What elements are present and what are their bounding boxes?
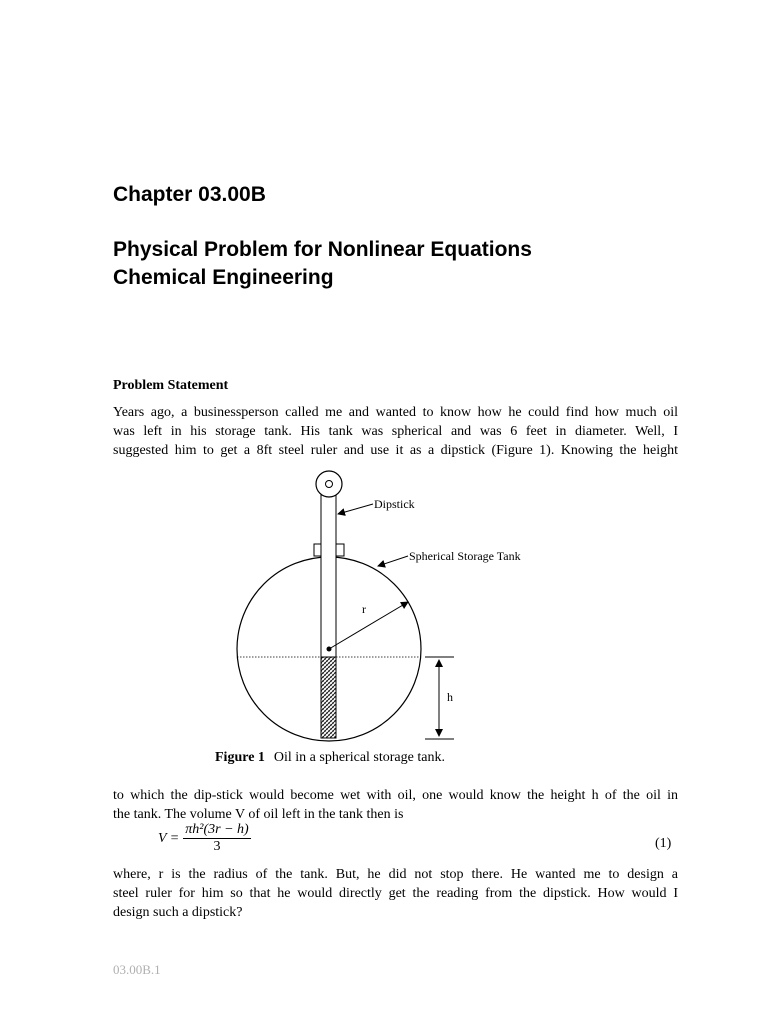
equation-numerator: πh²(3r − h) xyxy=(185,822,249,837)
paragraph-line: steel ruler for him so that he would directly get the reading from the dipstick. How would I xyxy=(113,886,678,901)
spherical-tank-diagram xyxy=(225,467,521,742)
paragraph-line: design such a dipstick? xyxy=(113,905,243,920)
dipstick-handle-hole xyxy=(326,481,333,488)
paragraph-intro xyxy=(113,403,678,460)
paragraph-line: to which the dip-stick would become wet with oil, one would know the height h of the oil in xyxy=(113,788,678,803)
height-label: h xyxy=(447,690,453,704)
chapter-heading: Chapter 03.00B xyxy=(113,183,266,206)
paragraph-line: where, r is the radius of the tank. But, he did not stop there. He wanted me to design a xyxy=(113,867,678,882)
paragraph-line: was left in his storage tank. His tank was spherical and was 6 feet in diameter. Well, I xyxy=(113,424,678,439)
paragraph-volume xyxy=(113,786,678,824)
paragraph-line: suggested him to get a 8ft steel ruler and use it as a dipstick (Figure 1). Knowing the height xyxy=(113,443,678,458)
tank-leader xyxy=(378,556,408,566)
title-line-2: Chemical Engineering xyxy=(113,266,334,289)
radius-label: r xyxy=(362,602,366,616)
figure-caption-label: Figure 1 xyxy=(215,750,265,765)
title-line-1: Physical Problem for Nonlinear Equations xyxy=(113,238,532,261)
volume-equation xyxy=(158,822,251,855)
dipstick-label: Dipstick xyxy=(374,497,415,511)
equation-lhs: V = xyxy=(158,830,180,846)
paragraph-line: Years ago, a businessperson called me and wanted to know how he could find how much oil xyxy=(113,405,678,420)
wet-dipstick-region xyxy=(321,657,336,738)
paragraph-line: the tank. The volume V of oil left in the tank then is xyxy=(113,807,404,822)
figure-caption xyxy=(215,750,445,766)
dipstick-leader xyxy=(338,504,373,514)
equation-number: (1) xyxy=(655,836,672,851)
paragraph-question xyxy=(113,865,678,922)
problem-statement-heading: Problem Statement xyxy=(113,378,229,393)
document-title xyxy=(113,236,532,292)
page-number: 03.00B.1 xyxy=(113,962,161,977)
figure-caption-text: Oil in a spherical storage tank. xyxy=(273,750,445,765)
equation-denominator: 3 xyxy=(213,839,221,854)
radius-arrow xyxy=(329,602,408,649)
tank-label: Spherical Storage Tank xyxy=(409,549,521,563)
